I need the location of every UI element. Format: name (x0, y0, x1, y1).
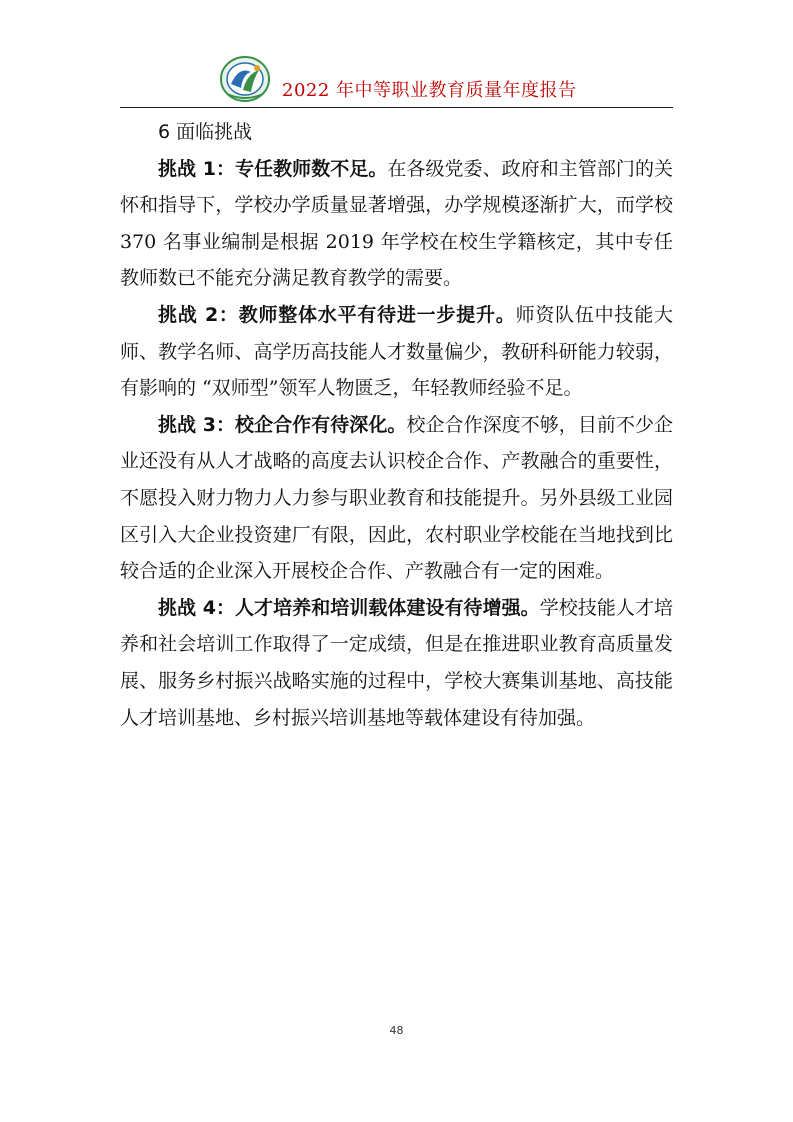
challenge-body-3: 校企合作深度不够，目前不少企业还没有从人才战略的高度去认识校企合作、产教融合的重要性，不愿投入财力物力人力参与职业教育和技能提升。另外县级工业园区引入大企业投资建厂有限，因此，农村职业学校能在当地找到比较合适的企业深入开展校企合作、产教融合有一定的困难。 (120, 413, 673, 583)
challenge-heading-2: 挑战 2：教师整体水平有待进一步提升。 (158, 303, 516, 326)
challenge-body-4: 学校技能人才培养和社会培训工作取得了一定成绩，但是在推进职业教育高质量发展、服务乡村振兴战略实施的过程中，学校大赛集训基地、高技能人才培训基地、乡村振兴培训基地等载体建设有待加强。 (120, 596, 673, 729)
challenge-paragraph-4 (120, 590, 673, 736)
page-number: 48 (389, 1024, 404, 1037)
challenge-paragraph-1 (120, 151, 673, 297)
challenge-heading-3: 挑战 3：校企合作有待深化。 (158, 413, 407, 436)
document-body (120, 114, 673, 736)
page-header (120, 52, 673, 108)
challenge-body-2: 师资队伍中技能大师、教学名师、高学历高技能人才数量偏少，教研科研能力较弱，有影响的 “双师型”领军人物匮乏，年轻教师经验不足。 (120, 303, 673, 400)
header-title: 2022 年中等职业教育质量年度报告 (282, 80, 577, 101)
challenge-body-1: 在各级党委、政府和主管部门的关怀和指导下，学校办学质量显著增强，办学规模逐渐扩大，而学校 370 名事业编制是根据 2019 年学校在校生学籍核定，其中专任教师数已不能充分满足教育教学的需要。 (120, 157, 673, 290)
challenge-paragraph-3 (120, 407, 673, 590)
challenge-paragraph-2 (120, 297, 673, 407)
header-divider (120, 107, 673, 108)
challenge-heading-4: 挑战 4：人才培养和培训载体建设有待增强。 (158, 596, 540, 619)
challenge-heading-1: 挑战 1：专任教师数不足。 (158, 157, 388, 180)
section-title: 6 面临挑战 (158, 121, 253, 143)
school-emblem-icon (217, 54, 273, 104)
